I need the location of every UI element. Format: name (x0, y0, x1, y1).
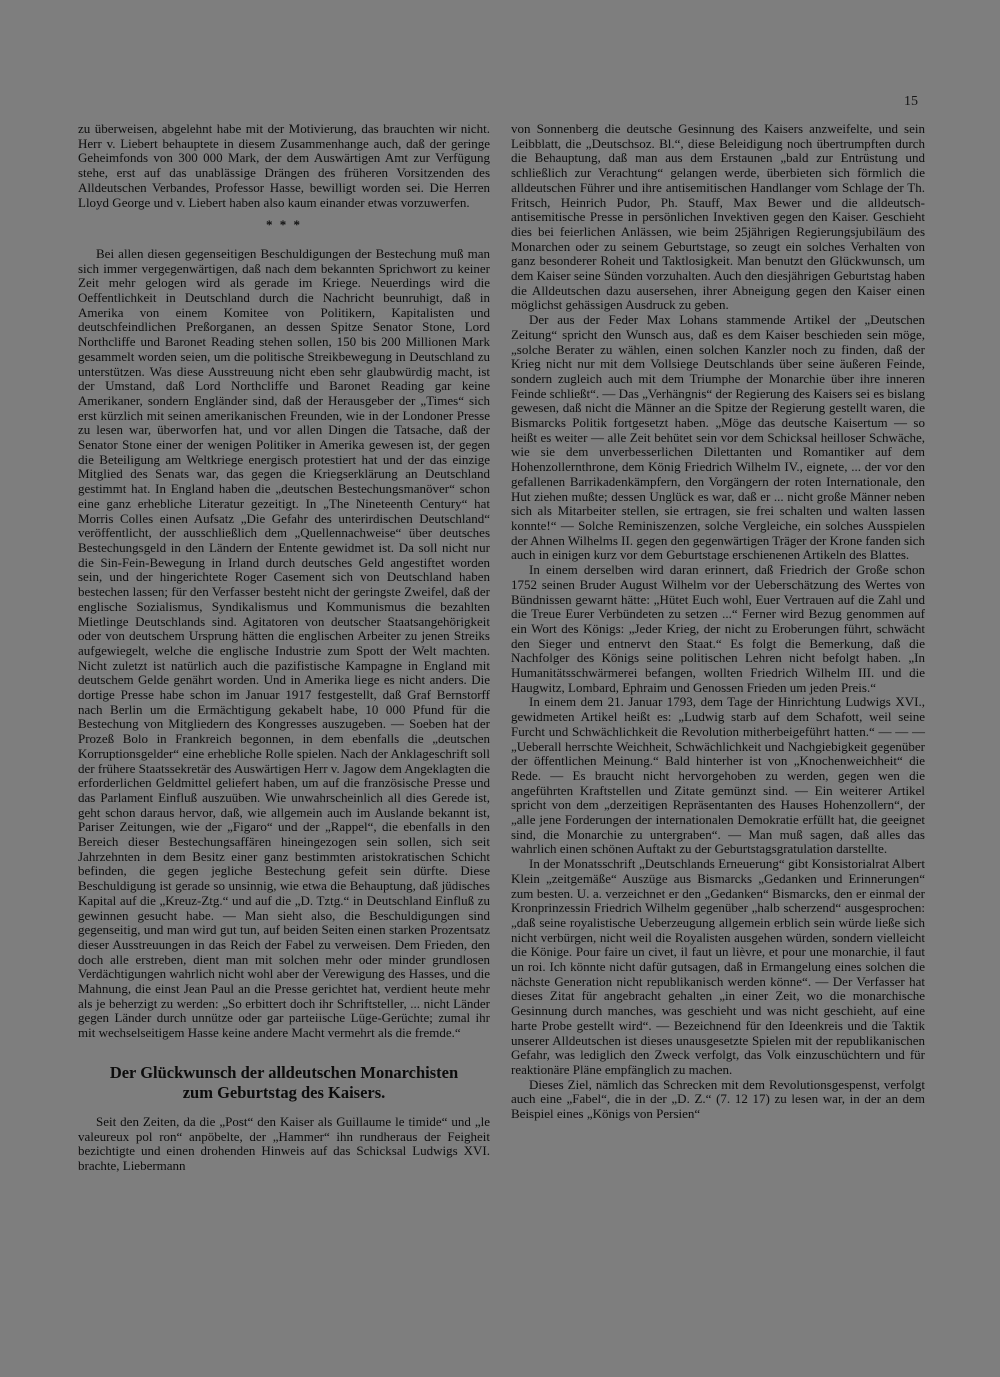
article-heading-line: zum Geburtstag des Kaisers. (182, 1082, 386, 1102)
right-column (511, 122, 925, 1122)
paragraph: In der Monatsschrift „Deutschlands Erneuerung“ gibt Konsistorialrat Albert Klein „zeitgemäße“ Auszüge aus Bismarcks „Gedanken und Erinnerungen“ zum besten. U. a. verzeichnet er den „Gedanken“ Bismarcks, den er einmal der Kronprinzessin Friedrich Wilhelm gegenüber „halb scherzend“ ausgesprochen: „daß seine royalistische Ueberzeugung allgemein erblich sein würde ließe sich nicht verbürgen, nicht weil die Royalisten ausgehen würden, sondern vielleicht die Könige. Pour faire un civet, il faut un lièvre, et pour une monarchie, il faut un roi. Ich könnte nicht dafür gutsagen, daß in Ermangelung eines solchen die nächste Generation nicht republikanisch werden könne“. — Der Verfasser hat dieses Zitat für angebracht gehalten „in einer Zeit, wo die monarchische Gesinnung durch manches, was geschieht und was nicht geschieht, auf eine harte Probe gestellt wird“. — Bezeichnend für den Ideenkreis und die Taktik unserer Alldeutschen ist dieses unausgesetzte Spielen mit der republikanischen Gefahr, was lediglich den Zweck verfolgt, das Volk einzuschüchtern und für reaktionäre Pläne empfänglich zu machen. (511, 856, 925, 1077)
paragraph: zu überweisen, abgelehnt habe mit der Motivierung, das brauchten wir nicht. Herr v. Liebert behauptete in diesem Zusammenhange auch, daß der geringe Geheimfonds von 300 000 Mark, der dem Auswärtigen Amt zur Verfügung stehe, erst auf das unablässige Drängen des früheren Vorsitzenden des Alldeutschen Verbandes, Professor Hasse, bewilligt worden sei. Die Herren Lloyd George und v. Liebert haben also kaum einander etwas vorzuwerfen. (78, 121, 490, 210)
left-column (78, 122, 490, 1174)
paragraph: Bei allen diesen gegenseitigen Beschuldigungen der Bestechung muß man sich immer vergegenwärtigen, daß nach dem bekannten Sprichwort zu keiner Zeit mehr gelogen wird als gerade im Kriege. Neuerdings wird die Oeffentlichkeit in Deutschland durch die Nachricht beunruhigt, daß in Amerika von einem Komitee von Politikern, Kapitalisten und deutschfeindlichen Preßorganen, an dessen Spitze Senator Stone, Lord Northcliffe und Baronet Reading stehen sollen, 150 bis 200 Millionen Mark gesammelt worden seien, um die politische Streikbewegung in Deutschland zu unterstützen. Was diese Ausstreuung nicht eben sehr glaubwürdig macht, ist der Umstand, daß Lord Northcliffe und Baronet Reading gar keine Amerikaner, sondern Engländer sind, daß der Herausgeber der „Times“ sich erst kürzlich mit seinen amerikanischen Freunden, wie in der Londoner Presse zu lesen war, überworfen hat, und vor allen Dingen die Tatsache, daß der Senator Stone einer der wenigen Politiker in Amerika gewesen ist, der gegen die Beteiligung am Weltkriege energisch protestiert hat und der das einzige Mitglied des Senats war, das gegen die Kriegserklärung an Deutschland gestimmt hat. In England haben die „deutschen Bestechungsmanöver“ schon eine ganz erhebliche Literatur gezeitigt. In „The Nineteenth Century“ hat Morris Colles einen Aufsatz „Die Gefahr des unterirdischen Deutschland“ veröffentlicht, der ausschließlich dem „Quellennachweise“ über deutsches Bestechungsgeld in den Ländern der Entente gewidmet ist. Da soll nicht nur die Sin-Fein-Bewegung in Irland durch deutsches Geld angestiftet worden sein, und der hingerichtete Roger Casement sich von Deutschland haben bestechen lassen; für den Verfasser besteht nicht der geringste Zweifel, daß der englische Sozialismus, Syndikalismus und Kommunismus die bezahlten Mietlinge Deutschlands sind. Agitatoren von deutscher Staatsangehörigkeit oder von deutschem Ursprung hätten die englischen Arbeiter zu jenen Streiks aufgewiegelt, welche die englische Industrie zum Spott der Welt machten. Nicht zuletzt ist natürlich auch die pazifistische Kampagne in England mit deutschem Gelde genährt worden. Und in Amerika liege es nicht anders. Die dortige Presse habe schon im Januar 1917 festgestellt, daß Graf Bernstorff nach Berlin um die Ermächtigung gekabelt habe, 10 000 Pfund für die Bestechung von Mitgliedern des Kongresses auszugeben. — Soeben hat der Prozeß Bolo in Frankreich begonnen, in dem ebenfalls die „deutschen Korruptionsgelder“ eine erhebliche Rolle spielen. Nach der Anklageschrift soll der frühere Staatssekretär des Auswärtigen Herr v. Jagow dem Angeklagten die erforderlichen Geldmittel geliefert haben, um auf die französische Presse und das Parlament Einfluß auszuüben. Wie unwahrscheinlich all dies Gerede ist, geht schon daraus hervor, daß, wie allgemein auch im Auslande bekannt ist, Pariser Zeitungen, wie der „Figaro“ und der „Rappel“, die ebenfalls in den Bereich dieser Bestechungsaffären hineingezogen sein sollen, sich seit Jahrzehnten in dem Besitz einer ganz bestimmten aristokratischen Schicht befinden, die gegen jegliche Bestechung gefeit sein dürfte. Diese Beschuldigung ist gerade so unsinnig, wie etwa die Behauptung, daß jüdisches Kapital auf die „Kreuz-Ztg.“ und auf die „D. Tztg.“ in Deutschland Einfluß zu gewinnen gesucht habe. — Man sieht also, die Beschuldigungen sind gegenseitig, und man wird gut tun, auf beiden Seiten einen starken Prozentsatz dieser Ausstreuungen in das Reich der Fabel zu verweisen. Dem Frieden, den doch alle erstreben, dient man mit solchen mehr oder minder grundlosen Verdächtigungen wahrlich nicht wohl aber der Verewigung des Hasses, und die Mahnung, die einst Jean Paul an die Presse gerichtet hat, verdient heute mehr als je beherzigt zu werden: „So erbittert doch ihr Schriftsteller, ... nicht Länder gegen Länder durch unnütze oder gar parteiische Lüge-Gerüchte; zumal ihr mit wechselseitigem Hasse keine andere Macht vermehrt als die fremde.“ (78, 245, 490, 1041)
section-separator: * * * (266, 217, 302, 233)
article-heading-line: Der Glückwunsch der alldeutschen Monarchisten (109, 1062, 459, 1082)
article-heading (78, 1063, 490, 1103)
paragraph: Seit den Zeiten, da die „Post“ den Kaiser als Guillaume le timide“ und „le valeureux pol ron“ anpöbelte, der „Hammer“ ihn rundheraus der Feigheit bezichtigte und einen drohenden Hinweis auf das Schicksal Ludwigs XVI. brachte, Liebermann (78, 1113, 490, 1173)
paragraph: Der aus der Feder Max Lohans stammende Artikel der „Deutschen Zeitung“ spricht den Wunsch aus, daß es dem Kaiser beschieden sein möge, „solche Berater zu wählen, einen solchen Kanzler noch zu finden, daß der Krieg nicht nur mit dem Vollsiege Deutschlands über seine äußeren Feinde, sondern zugleich auch mit dem Triumphe der Monarchie über ihre inneren Feinde schließt“. — Das „Verhängnis“ der Regierung des Kaisers sei es bislang gewesen, daß nicht die Männer an die Spitze der Regierung gestellt waren, die Bismarcks Politik fortgesetzt haben. „Möge das deutsche Kaisertum — so heißt es weiter — alle Zeit behütet sein vor dem Schicksal heilloser Schwäche, wie sie dem unverbesserlichen Dilettanten und Romantiker auf dem Hohenzollernthrone, dem König Friedrich Wilhelm IV., eignete, ... der vor den gefallenen Barrikadenkämpfern, den Vorgängern der roten Internationale, den Hut ziehen mußte; dessen Unglück es war, daß er ... nicht große Männer neben sich als Mitarbeiter stellen, sie ertragen, sie frei schalten und walten lassen konnte!“ — Solche Reminiszenzen, solche Vergleiche, ein solches Ausspielen der Ahnen Wilhelms II. gegen den gegenwärtigen Träger der Krone fanden sich auch in einigen kurz vor dem Geburtstage erschienenen Artikeln des Blattes. (511, 312, 925, 563)
paragraph: In einem dem 21. Januar 1793, dem Tage der Hinrichtung Ludwigs XVI., gewidmeten Artikel heißt es: „Ludwig starb auf dem Schafott, weil seine Furcht und Schwächlichkeit die Revolution mitherbeigeführt hatten.“ — — — „Ueberall herrschte Weichheit, Schwächlichkeit und Nachgiebigkeit gegenüber der öffentlichen Meinung.“ Bald hinterher ist von „Knochenweichheit“ die Rede. — Es braucht nicht hervorgehoben zu werden, gegen wen die angeführten Kraftstellen und Zitate gemünzt sind. — Ein weiterer Artikel spricht von dem „derzeitigen Repräsentanten des Hauses Hohenzollern“, der „alle jene Forderungen der internationalen Demokratie erfüllt hat, die geeignet sind, die Monarchie zu untergraben“. — Man muß sagen, daß alles das wahrlich einen schönen Auftakt zu der Geburtstagsgratulation darstellte. (511, 694, 925, 857)
page-number: 15 (904, 94, 918, 109)
paragraph: von Sonnenberg die deutsche Gesinnung des Kaisers anzweifelte, und sein Leibblatt, die „Deutschsoz. Bl.“, diese Beleidigung noch übertrumpften durch die Behauptung, daß man aus dem Erstaunen „bald zur Entrüstung und schließlich zur Verachtung“ gelangen werde, überbieten sich förmlich die alldeutschen Führer und ihre antisemitischen Handlanger vom Schlage der Th. Fritsch, Heinrich Pudor, Ph. Stauff, Max Bewer und die alldeutsch-antisemitische Presse in persönlichen Invektiven gegen den Kaiser. Geschieht dies bei feierlichen Anlässen, wie beim 25jährigen Regierungsjubiläum des Monarchen oder zu seinem Geburtstage, so zeugt ein solches Verhalten von ganz besonderer Roheit und Taktlosigkeit. Man benutzt den Glückwunsch, um dem Kaiser seine Sünden vorzuhalten. Auch den diesjährigen Geburtstag haben die Alldeutschen dazu ausersehen, ihrer Abneigung gegen den Kaiser einen möglichst gehässigen Ausdruck zu geben. (511, 121, 925, 313)
paragraph: In einem derselben wird daran erinnert, daß Friedrich der Große schon 1752 seinen Bruder August Wilhelm vor der Ueberschätzung des Wertes von Bündnissen gewarnt hätte: „Hütet Euch wohl, Euer Vertrauen auf die Zahl und die Treue Eurer Verbündeten zu setzen ...“ Ferner wird Bezug genommen auf ein Wort des Königs: „Jeder Krieg, der nicht zu Eroberungen führt, schwächt den Sieger und entnervt den Staat.“ Es folgt die Bemerkung, daß die Nachfolger des Königs seine politischen Lehren nicht befolgt haben. „In Humanitätsschwärmerei befangen, wollten Friedrich Wilhelm III. und die Haugwitz, Lombard, Ephraim und Genossen Frieden um jeden Preis.“ (511, 562, 925, 695)
paragraph: Dieses Ziel, nämlich das Schrecken mit dem Revolutionsgespenst, verfolgt auch eine „Fabel“, die in der „D. Z.“ (7. 12 17) zu lesen war, in der an dem Beispiel eines „Königs von Persien“ (511, 1076, 925, 1122)
